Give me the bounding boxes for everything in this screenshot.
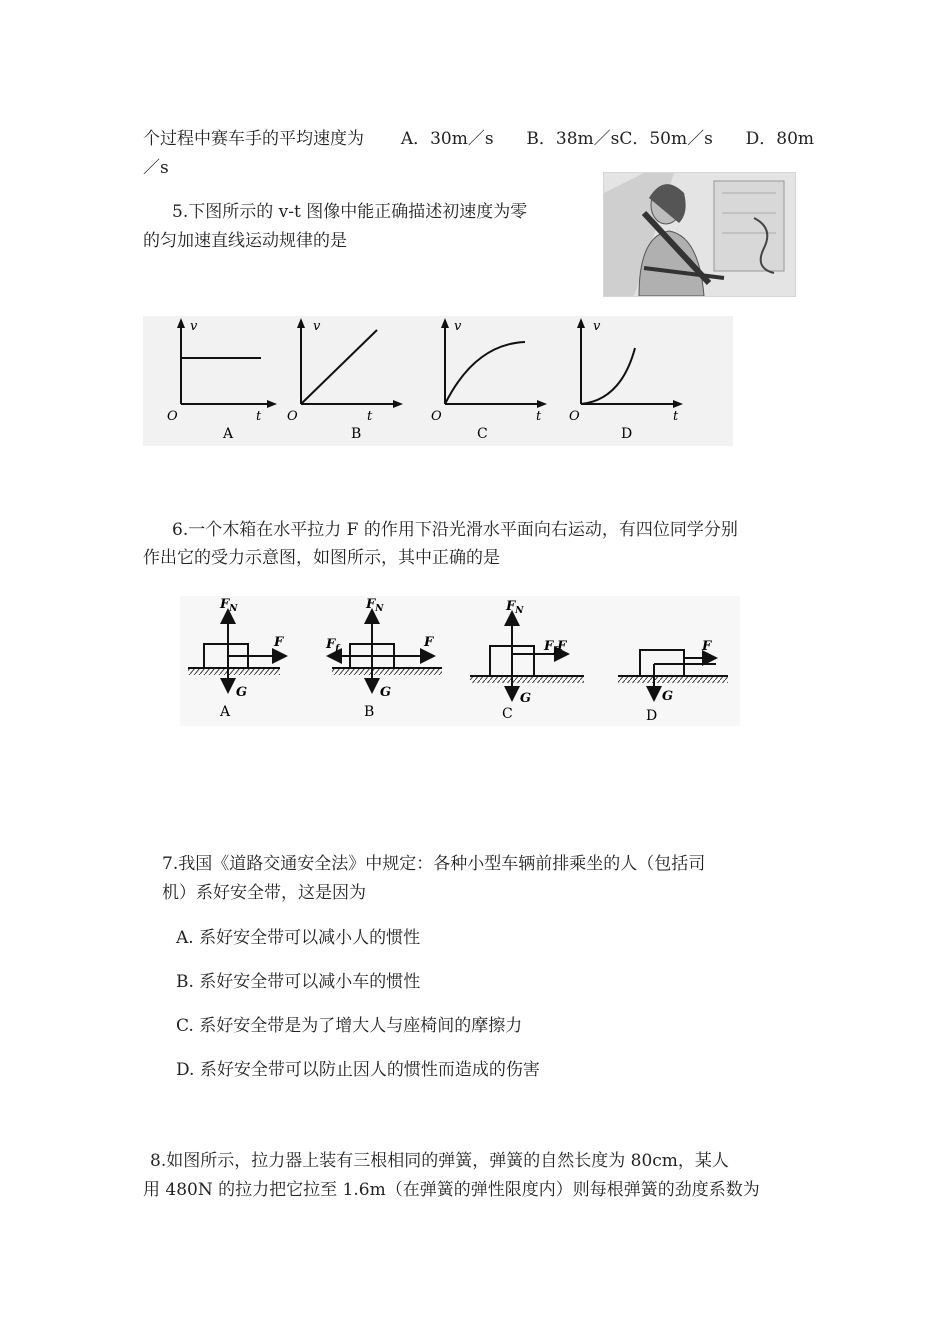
- q4-tail-line: [143, 127, 814, 151]
- graph-c-v-label: v: [454, 319, 462, 334]
- q7-option-d: D. 系好安全带可以防止因人的惯性而造成的伤害: [176, 1060, 540, 1080]
- graph-b-t-label: t: [367, 409, 373, 424]
- force-d-label: D: [646, 708, 658, 724]
- force-b-label: B: [364, 704, 375, 720]
- q4-option-d-unit: ／s: [143, 158, 169, 178]
- q6-line1: 6.一个木箱在水平拉力 F 的作用下沿光滑水平面向右运动，有四位同学分别: [172, 520, 738, 540]
- svg-text:FfF: $F_fF$: [544, 639, 567, 656]
- force-diagram-b: [325, 597, 442, 720]
- svg-text:G: G: [520, 691, 532, 706]
- graph-a-origin: O: [167, 409, 178, 424]
- q7-line1: 7.我国《道路交通安全法》中规定：各种小型车辆前排乘坐的人（包括司: [162, 854, 706, 874]
- q4-option-d: D．80m: [745, 129, 815, 149]
- vt-graph-b: [287, 318, 403, 442]
- svg-text:G: G: [662, 689, 674, 704]
- graph-a-v-label: v: [190, 319, 198, 334]
- force-diagram-d: [618, 639, 728, 724]
- svg-text:FN: $F_N$: [366, 597, 384, 614]
- svg-text:F: F: [702, 639, 712, 654]
- graph-b-v-label: v: [313, 319, 321, 334]
- vt-graphs-figure: [143, 316, 733, 446]
- graph-c-label: C: [477, 426, 488, 442]
- svg-text:G: G: [236, 685, 248, 700]
- q4-option-b: B．38m／s: [526, 129, 620, 149]
- q7-line2: 机）系好安全带，这是因为: [162, 883, 366, 903]
- force-a-label: A: [220, 704, 231, 720]
- q4-tail-text: 个过程中赛车手的平均速度为: [143, 129, 364, 149]
- svg-text:G: G: [380, 685, 392, 700]
- q7-option-c: C. 系好安全带是为了增大人与座椅间的摩擦力: [176, 1016, 523, 1036]
- graph-a-label: A: [223, 426, 234, 442]
- graph-c-origin: O: [431, 409, 442, 424]
- q6-line2: 作出它的受力示意图，如图所示，其中正确的是: [143, 548, 500, 568]
- graph-b-origin: O: [287, 409, 298, 424]
- q7-option-b: B. 系好安全带可以减小车的惯性: [176, 972, 421, 992]
- svg-text:Ff: $F_f$: [326, 637, 340, 654]
- graph-d-label: D: [621, 426, 633, 442]
- graph-d-t-label: t: [673, 409, 679, 424]
- q8-line2: 用 480N 的拉力把它拉至 1.6m（在弹簧的弹性限度内）则每根弹簧的劲度系数为: [143, 1180, 760, 1200]
- svg-text:FN: $F_N$: [506, 599, 524, 616]
- graph-b-label: B: [351, 426, 362, 442]
- force-diagram-a: [188, 597, 286, 720]
- graph-c-t-label: t: [536, 409, 542, 424]
- q5-line1: 5.下图所示的 v-t 图像中能正确描述初速度为零: [172, 202, 528, 222]
- force-diagram-c: [470, 599, 584, 722]
- q8-line1: 8.如图所示，拉力器上装有三根相同的弹簧，弹簧的自然长度为 80cm，某人: [150, 1151, 729, 1171]
- force-diagrams-figure: [180, 596, 740, 726]
- svg-text:FN: $F_N$: [220, 597, 238, 614]
- vt-graph-d: [569, 318, 683, 442]
- graph-d-v-label: v: [593, 319, 601, 334]
- svg-text:F: F: [274, 635, 284, 650]
- vt-graph-c: [431, 318, 547, 442]
- svg-text:F: F: [424, 635, 434, 650]
- graph-a-t-label: t: [256, 409, 262, 424]
- graph-d-origin: O: [569, 409, 580, 424]
- seatbelt-photo: [603, 172, 796, 297]
- q4-option-c: C．50m／s: [619, 129, 713, 149]
- q7-option-a: A. 系好安全带可以减小人的惯性: [176, 928, 421, 948]
- q4-option-a: A．30m／s: [400, 129, 494, 149]
- force-c-label: C: [502, 706, 513, 722]
- vt-graph-a: [167, 318, 277, 442]
- q5-line2: 的匀加速直线运动规律的是: [143, 231, 347, 251]
